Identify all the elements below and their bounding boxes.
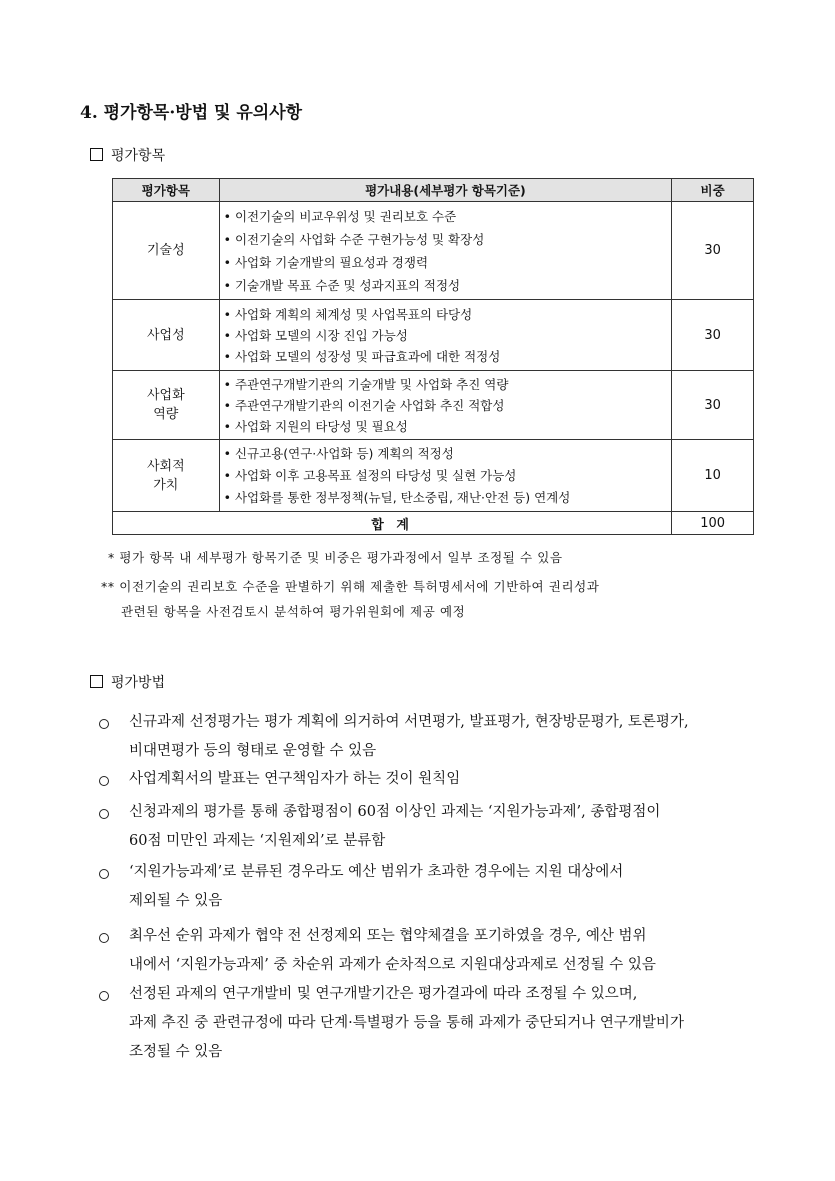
category-cell: 사업성	[113, 300, 220, 371]
checkbox-square-icon	[90, 675, 103, 688]
table-row	[113, 300, 754, 371]
list-item: • 이전기술의 사업화 수준 구현가능성 및 확장성	[223, 231, 485, 247]
total-label: 합 계	[113, 512, 672, 535]
list-item: • 주관연구개발기관의 기술개발 및 사업화 추진 역량	[223, 376, 509, 392]
circle-bullet-icon	[99, 719, 109, 729]
list-item: • 사업화 기술개발의 필요성과 경쟁력	[223, 254, 429, 270]
method-text: ‘지원가능과제’로 분류된 경우라도 예산 범위가 초과한 경우에는 지원 대상에서	[129, 864, 624, 880]
items-cell	[219, 440, 672, 512]
method-item	[99, 922, 759, 980]
category-cell: 사회적 가치	[113, 440, 220, 512]
table-row	[113, 371, 754, 440]
method-text: 선정된 과제의 연구개발비 및 연구개발기간은 평가결과에 따라 조정될 수 있으며,	[129, 986, 638, 1002]
method-text: 과제 추진 중 관련규정에 따라 단계·특별평가 등을 통해 과제가 중단되거나 연구개발비가	[129, 1015, 684, 1031]
method-item	[99, 980, 759, 1067]
table-header: 평가내용(세부평가 항목기준)	[219, 179, 672, 202]
list-item: • 사업화 지원의 타당성 및 필요성	[223, 418, 408, 434]
method-text: 사업계획서의 발표는 연구책임자가 하는 것이 원칙임	[129, 771, 461, 787]
table-header: 평가항목	[113, 179, 220, 202]
total-row	[113, 512, 754, 535]
evaluation-table	[112, 178, 754, 535]
method-item	[99, 798, 759, 856]
method-item	[99, 858, 759, 916]
method-text: 60점 미만인 과제는 ‘지원제외’로 분류함	[129, 833, 386, 849]
section-heading-items-label: 평가항목	[111, 148, 166, 164]
circle-bullet-icon	[99, 933, 109, 943]
checkbox-square-icon	[90, 148, 103, 161]
category-cell: 사업화 역량	[113, 371, 220, 440]
section-heading-items	[90, 145, 165, 165]
footnote-2-line1: ** 이전기술의 권리보호 수준을 판별하기 위해 제출한 특허명세서에 기반하여 권리성과	[101, 579, 600, 594]
weight-cell: 30	[672, 202, 754, 300]
method-text: 내에서 ‘지원가능과제’ 중 차순위 과제가 순차적으로 지원대상과제로 선정될 수 있음	[129, 957, 656, 973]
method-text: 제외될 수 있음	[129, 893, 223, 909]
table-header: 비중	[672, 179, 754, 202]
circle-bullet-icon	[99, 991, 109, 1001]
items-cell	[219, 300, 672, 371]
items-cell	[219, 371, 672, 440]
section-heading-method-label: 평가방법	[111, 675, 166, 691]
page-title: 4. 평가항목·방법 및 유의사항	[80, 103, 303, 123]
method-item	[99, 708, 759, 766]
method-text: 최우선 순위 과제가 협약 전 선정제외 또는 협약체결을 포기하였을 경우, 예산 범위	[129, 928, 647, 944]
list-item: • 신규고용(연구·사업화 등) 계획의 적정성	[223, 445, 454, 461]
circle-bullet-icon	[99, 869, 109, 879]
items-cell	[219, 202, 672, 300]
method-text: 신청과제의 평가를 통해 종합평점이 60점 이상인 과제는 ‘지원가능과제’, 종합평점이	[129, 804, 661, 820]
list-item: • 사업화를 통한 정부정책(뉴딜, 탄소중립, 재난·안전 등) 연계성	[223, 489, 571, 505]
weight-cell: 30	[672, 300, 754, 371]
method-text: 신규과제 선정평가는 평가 계획에 의거하여 서면평가, 발표평가, 현장방문평가, 토론평가,	[129, 714, 689, 730]
list-item: • 기술개발 목표 수준 및 성과지표의 적정성	[223, 277, 461, 293]
list-item: • 이전기술의 비교우위성 및 권리보호 수준	[223, 208, 457, 224]
list-item: • 사업화 계획의 체계성 및 사업목표의 타당성	[223, 306, 473, 322]
method-item	[99, 765, 759, 794]
category-cell: 기술성	[113, 202, 220, 300]
table-row	[113, 202, 754, 300]
list-item: • 사업화 모델의 성장성 및 파급효과에 대한 적정성	[223, 348, 501, 364]
list-item: • 주관연구개발기관의 이전기술 사업화 추진 적합성	[223, 397, 505, 413]
method-text: 비대면평가 등의 형태로 운영할 수 있음	[129, 743, 377, 759]
section-heading-method	[90, 672, 165, 692]
method-text: 조정될 수 있음	[129, 1044, 223, 1060]
list-item: • 사업화 모델의 시장 진입 가능성	[223, 327, 408, 343]
circle-bullet-icon	[99, 776, 109, 786]
list-item: • 사업화 이후 고용목표 설정의 타당성 및 실현 가능성	[223, 467, 517, 483]
circle-bullet-icon	[99, 809, 109, 819]
footnote-1: * 평가 항목 내 세부평가 항목기준 및 비중은 평가과정에서 일부 조정될 수 있음	[108, 550, 563, 565]
table-header-row	[113, 179, 754, 202]
total-value: 100	[672, 512, 754, 535]
table-row	[113, 440, 754, 512]
weight-cell: 30	[672, 371, 754, 440]
weight-cell: 10	[672, 440, 754, 512]
footnote-2-line2: 관련된 항목을 사전검토시 분석하여 평가위원회에 제공 예정	[121, 604, 466, 619]
